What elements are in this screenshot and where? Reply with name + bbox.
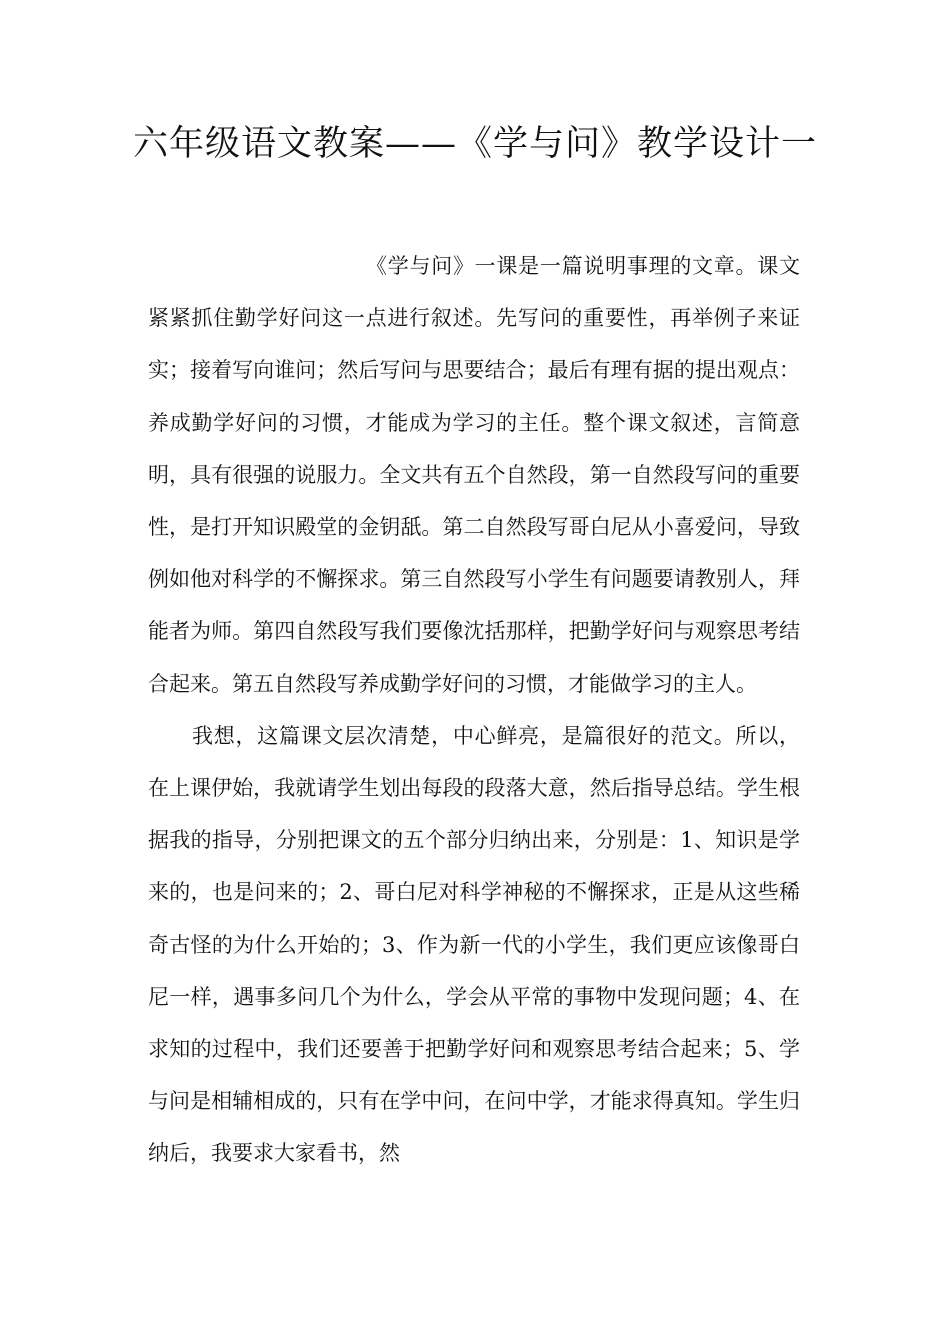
- document-body: [148, 240, 800, 1180]
- paragraph-2: 我想，这篇课文层次清楚，中心鲜亮，是篇很好的范文。所以，在上课伊始，我就请学生划出每段的段落大意，然后指导总结。学生根据我的指导，分别把课文的五个部分归纳出来，分别是：1、知识是学来的，也是问来的；2、哥白尼对科学神秘的不懈探求，正是从这些稀奇古怪的为什么开始的；3、作为新一代的小学生，我们更应该像哥白尼一样，遇事多问几个为什么，学会从平常的事物中发现问题；4、在求知的过程中，我们还要善于把勤学好问和观察思考结合起来；5、学与问是相辅相成的，只有在学中问，在问中学，才能求得真知。学生归纳后，我要求大家看书，然: [148, 723, 800, 1166]
- paragraph-1: 《学与问》一课是一篇说明事理的文章。课文紧紧抓住勤学好问这一点进行叙述。先写问的重要性，再举例子来证实；接着写向谁问；然后写问与思要结合；最后有理有据的提出观点：养成勤学好问的习惯，才能成为学习的主任。整个课文叙述，言简意明，具有很强的说服力。全文共有五个自然段，第一自然段写问的重要性，是打开知识殿堂的金钥舐。第二自然段写哥白尼从小喜爱问，导致例如他对科学的不懈探求。第三自然段写小学生有问题要请教别人，拜能者为师。第四自然段写我们要像沈括那样，把勤学好问与观察思考结合起来。第五自然段写养成勤学好问的习惯，才能做学习的主人。: [148, 254, 800, 696]
- document-title: 六年级语文教案——《学与问》教学设计一: [132, 124, 817, 164]
